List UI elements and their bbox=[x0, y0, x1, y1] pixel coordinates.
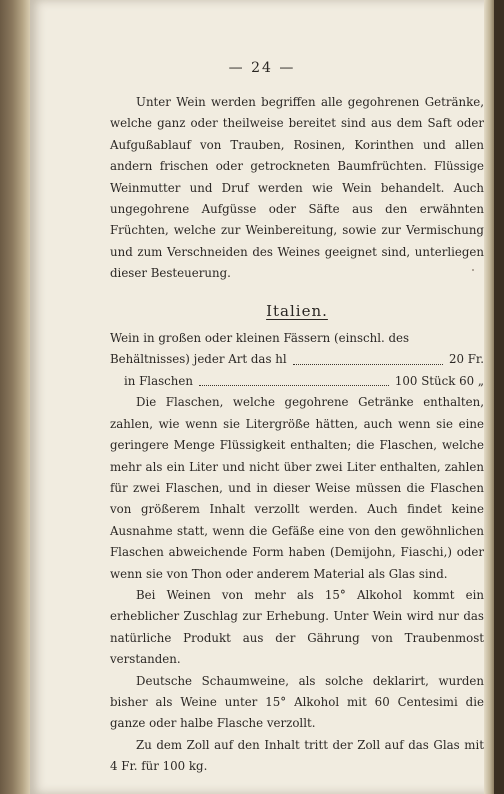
page-edge bbox=[484, 0, 494, 794]
paragraph-alcohol: Bei Weinen von mehr als 15° Alkohol kommt ein erheblicher Zuschlag zur Erhebung. Unter Wein wird nur das natürliche Produkt aus der Gährung von Traubenmost verstanden. bbox=[110, 587, 484, 667]
page-body bbox=[110, 92, 484, 778]
page-number: — 24 — bbox=[228, 60, 296, 76]
dot-leader bbox=[199, 371, 389, 386]
tariff-line-3-value: 100 Stück 60 „ bbox=[394, 373, 484, 388]
tariff-line-3 bbox=[110, 371, 484, 392]
dot-leader bbox=[293, 349, 443, 364]
book-page bbox=[30, 0, 494, 794]
section-heading: Italien. bbox=[266, 301, 328, 320]
paragraph-glass-duty: Zu dem Zoll auf den Inhalt tritt der Zoll auf das Glas mit 4 Fr. für 100 kg. bbox=[110, 737, 484, 774]
tariff-line-2-value: 20 Fr. bbox=[448, 352, 484, 367]
paragraph-sparkling-wine: Deutsche Schaumweine, als solche deklarirt, wurden bisher als Weine unter 15° Alkohol mit 60 Centesimi die ganze oder halbe Flasche verzollt. bbox=[110, 673, 484, 731]
tariff-line-2-label: Behältnisses) jeder Art das hl bbox=[110, 352, 287, 367]
paper-speck bbox=[472, 269, 474, 271]
paragraph-bottles: Die Flaschen, welche gegohrene Getränke enthalten, zahlen, wie wenn sie Litergröße hätten, auch wenn sie eine geringere Menge Flüssigkeit enthalten; die Flaschen, welche mehr als ein Liter und nicht über zwei Liter enthalten, zahlen für zwei Flaschen, und in dieser Weise müssen die Flaschen von größerem Inhalt verzollt werden. Auch findet keine Ausnahme statt, wenn die Gefäße eine von den gewöhnlichen Flaschen abweichende Form haben (Demijohn, Fiaschi,) oder wenn sie von Thon oder anderem Material als Glas sind. bbox=[110, 395, 484, 581]
paragraph-wine-definition: Unter Wein werden begriffen alle gegohrenen Getränke, welche ganz oder theilweise bereitet sind aus dem Saft oder Aufgußablauf von Trauben, Rosinen, Korinthen und allen andern frischen oder getrockneten Baumfrüchten. Flüssige Weinmutter und Druf werden wie Wein behandelt. Auch ungegohrene Aufgüsse oder Säfte aus den erwähnten Früchten, welche zur Weinbereitung, sowie zur Vermischung und zum Verschneiden des Weines geeignet sind, unterliegen dieser Besteuerung. bbox=[110, 95, 484, 281]
tariff-line-2 bbox=[110, 349, 484, 370]
tariff-line-3-label: in Flaschen bbox=[124, 373, 193, 388]
tariff-line-1: Wein in großen oder kleinen Fässern (einschl. des bbox=[110, 331, 410, 346]
book-spine bbox=[0, 0, 30, 794]
